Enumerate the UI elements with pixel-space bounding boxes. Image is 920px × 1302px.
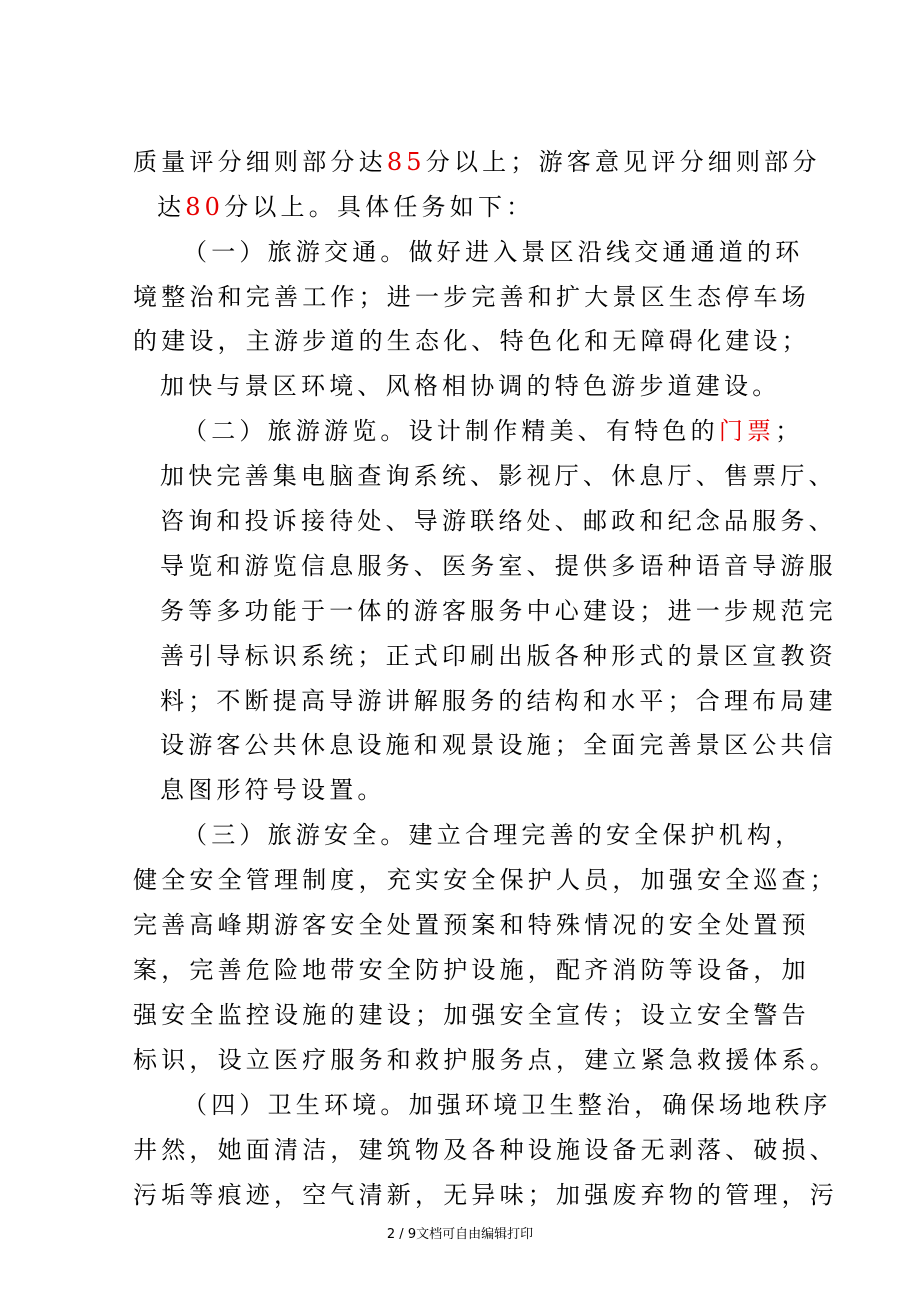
- text-line: （二）旅游游览。设计制作精美、有特色的门票；: [183, 417, 804, 445]
- text-line: 加快完善集电脑查询系统、影视厅、休息厅、售票厅、: [160, 462, 837, 490]
- text-line: 污垢等痕迹，空气清新，无异味；加强废弃物的管理，污: [133, 1181, 838, 1209]
- text-line: 健全安全管理制度，充实安全保护人员，加强安全巡查；: [133, 866, 838, 894]
- text-line: 井然，她面清洁，建筑物及各种设施设备无剥落、破损、: [133, 1136, 838, 1164]
- text-line: 的建设，主游步道的生态化、特色化和无障碍化建设；: [133, 327, 810, 355]
- highlight-number: 80: [185, 193, 225, 221]
- page-footer: 2 / 9文档可自由编辑打印: [386, 1227, 534, 1242]
- text-line: 息图形符号设置。: [160, 776, 386, 804]
- text-line: 案，完善危险地带安全防护设施，配齐消防等设备，加: [133, 956, 810, 984]
- text-line: （四）卫生环境。加强环境卫生整治，确保场地秩序: [183, 1091, 832, 1119]
- text-line: 质量评分细则部分达85分以上；游客意见评分细则部分: [133, 148, 821, 176]
- text-line: 善引导标识系统；正式印刷出版各种形式的景区宣教资: [160, 642, 837, 670]
- text-line: 咨询和投诉接待处、导游联络处、邮政和纪念品服务、: [160, 507, 837, 535]
- text-line: 加快与景区环境、风格相协调的特色游步道建设。: [160, 372, 781, 400]
- text-line: 设游客公共休息设施和观景设施；全面完善景区公共信: [160, 731, 837, 759]
- text-line: 境整治和完善工作；进一步完善和扩大景区生态停车场: [133, 283, 810, 311]
- text-line: 完善高峰期游客安全处置预案和特殊情况的安全处置预: [133, 911, 810, 939]
- text-line: （一）旅游交通。做好进入景区沿线交通通道的环: [183, 238, 804, 266]
- text-line: （三）旅游安全。建立合理完善的安全保护机构，: [183, 821, 804, 849]
- highlight-number: 85: [386, 148, 426, 176]
- text-line: 料；不断提高导游讲解服务的结构和水平；合理布局建: [160, 687, 837, 715]
- text-line: 达80分以上。具体任务如下：: [157, 193, 535, 221]
- text-line: 导览和游览信息服务、医务室、提供多语种语音导游服: [160, 552, 837, 580]
- text-line: 务等多功能于一体的游客服务中心建设；进一步规范完: [160, 597, 837, 625]
- text-line: 标识，设立医疗服务和救护服务点，建立紧急救援体系。: [133, 1046, 838, 1074]
- text-line: 强安全监控设施的建设；加强安全宣传；设立安全警告: [133, 1001, 810, 1029]
- highlight-word: 门票: [718, 417, 776, 445]
